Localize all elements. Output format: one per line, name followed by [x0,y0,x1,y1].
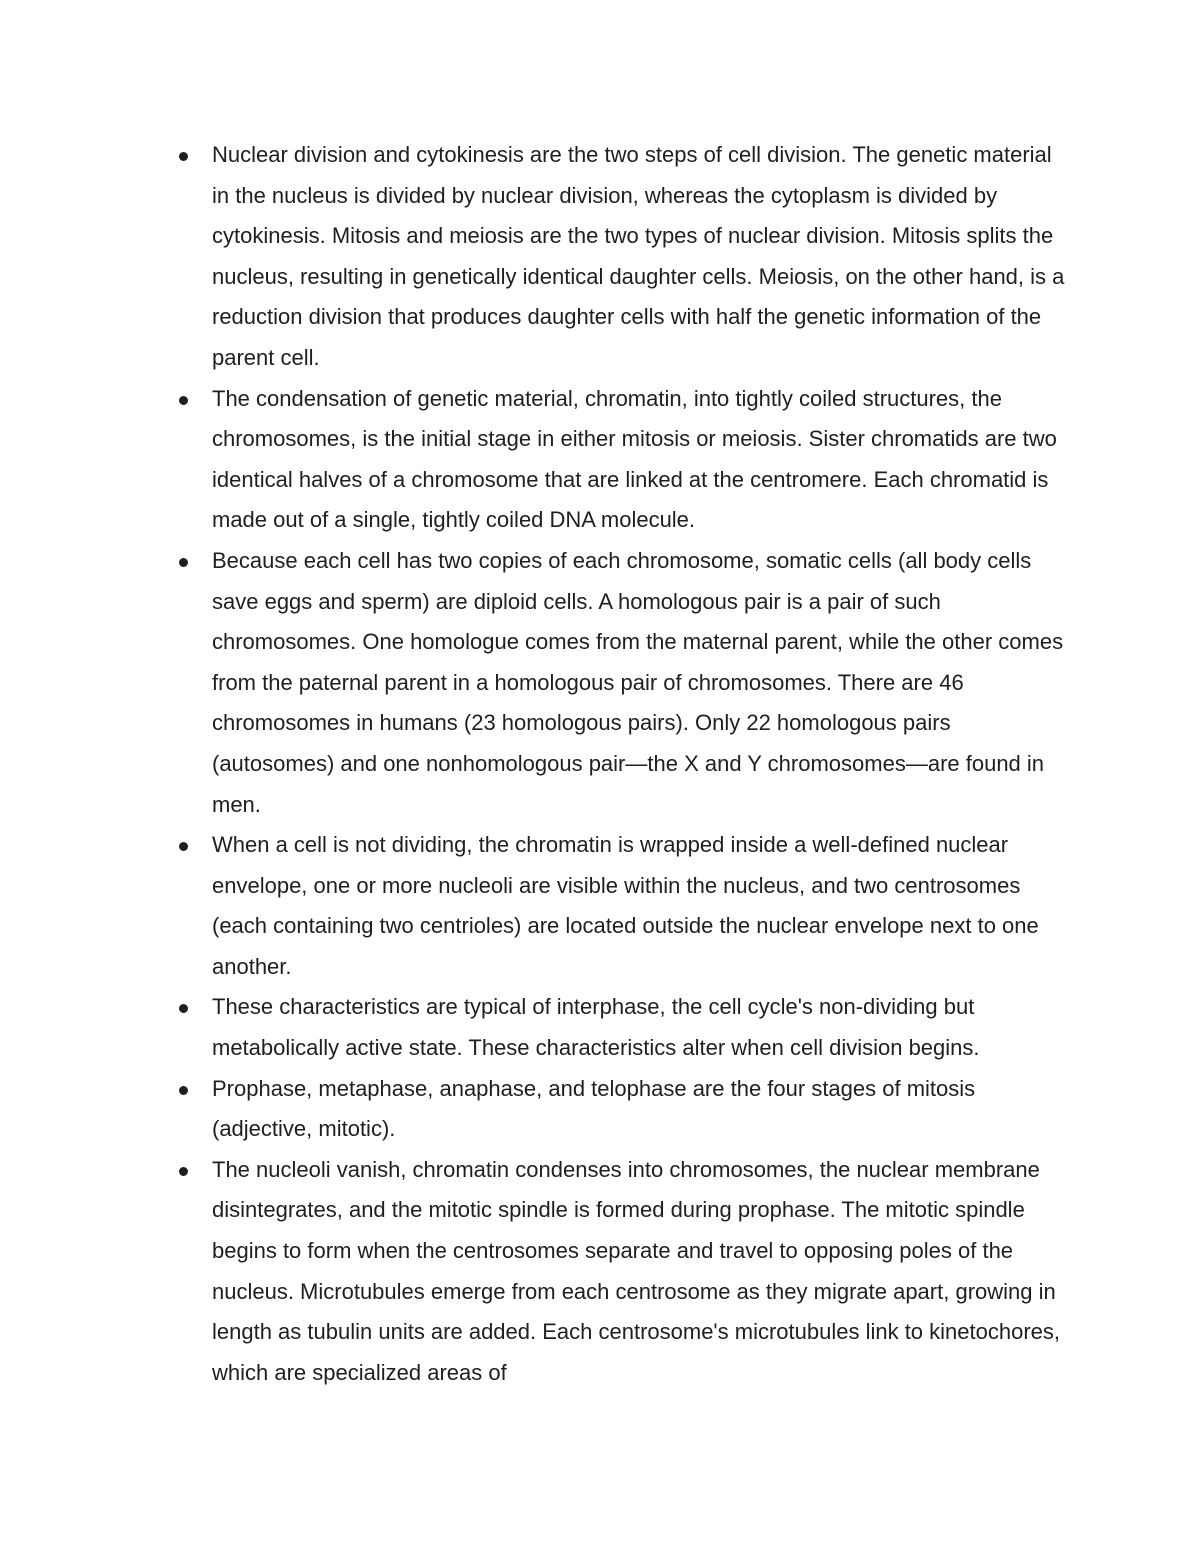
bullet-dot-icon [179,396,188,405]
bullet-dot-icon [179,1086,188,1095]
list-item [212,1150,1072,1394]
list-item-text: Because each cell has two copies of each chromosome, somatic cells (all body cells save eggs and sperm) are diploid cells. A homologous pair is a pair of such chromosomes. One homologue comes from the maternal parent, while the other comes from the paternal parent in a homologous pair of chromosomes. There are 46 chromosomes in humans (23 homologous pairs). Only 22 homologous pairs (autosomes) and one nonhomologous pair—the X and Y chromosomes—are found in men. [212,547,1064,817]
list-item [212,541,1072,825]
list-item [212,135,1072,379]
list-item [212,825,1072,987]
list-item-text: The condensation of genetic material, chromatin, into tightly coiled structures, the chromosomes, is the initial stage in either mitosis or meiosis. Sister chromatids are two identical halves of a chromosome that are linked at the centromere. Each chromatid is made out of a single, tightly coiled DNA molecule. [212,385,1057,533]
list-item-text: Prophase, metaphase, anaphase, and telophase are the four stages of mitosis (adjective, mitotic). [212,1075,976,1142]
list-item-text: When a cell is not dividing, the chromatin is wrapped inside a well-defined nuclear envelope, one or more nucleoli are visible within the nucleus, and two centrosomes (each containing two centrioles) are located outside the nuclear envelope next to one another. [212,832,1039,979]
bullet-dot-icon [179,842,188,851]
list-item-text: The nucleoli vanish, chromatin condenses into chromosomes, the nuclear membrane disintegrates, and the mitotic spindle is formed during prophase. The mitotic spindle begins to form when the centrosomes separate and travel to opposing poles of the nucleus. Microtubules emerge from each centrosome as they migrate apart, growing in length as tubulin units are added. Each centrosome's microtubules link to kinetochores, which are specialized areas of [212,1156,1061,1385]
bullet-dot-icon [179,152,188,161]
list-item [212,379,1072,541]
bullet-dot-icon [179,558,188,567]
bullet-dot-icon [179,1167,188,1176]
list-item [212,987,1072,1068]
bullet-list [212,135,1072,1393]
list-item [212,1069,1072,1150]
bullet-dot-icon [179,1004,188,1013]
list-item-text: These characteristics are typical of interphase, the cell cycle's non-dividing but metabolically active state. These characteristics alter when cell division begins. [212,994,980,1061]
list-item-text: Nuclear division and cytokinesis are the two steps of cell division. The genetic material in the nucleus is divided by nuclear division, whereas the cytoplasm is divided by cytokinesis. Mitosis and meiosis are the two types of nuclear division. Mitosis splits the nucleus, resulting in genetically identical daughter cells. Meiosis, on the other hand, is a reduction division that produces daughter cells with half the genetic information of the parent cell. [212,142,1065,370]
